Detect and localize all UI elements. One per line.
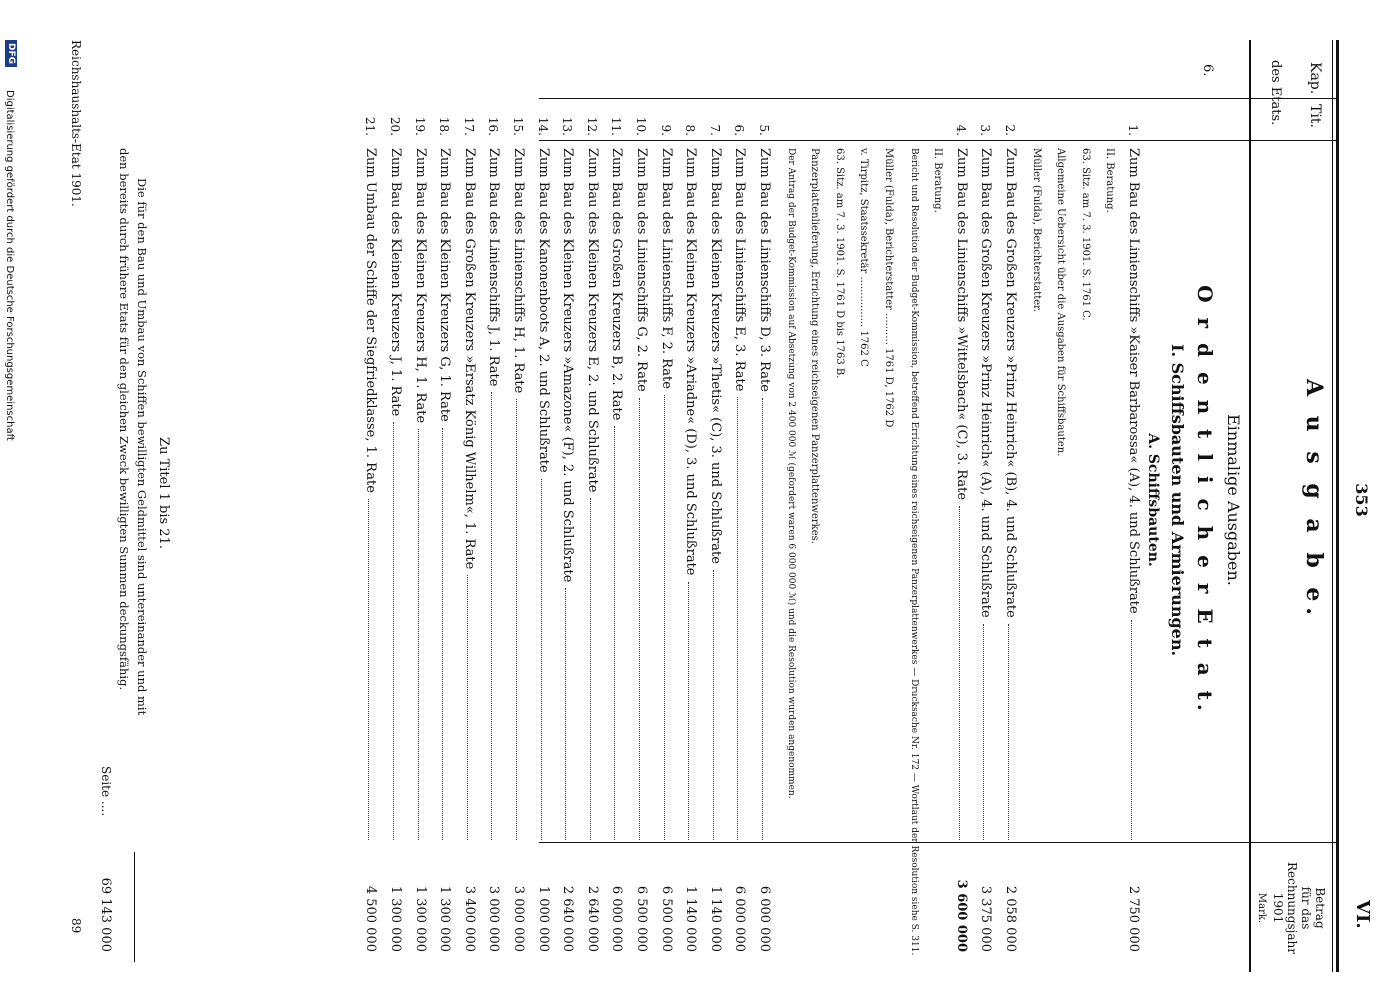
table-row	[973, 0, 997, 1000]
row-amount: 3 400 000	[461, 885, 477, 952]
dot-leader	[737, 397, 738, 840]
row-title-number: 5.	[757, 124, 771, 136]
row-description: Zum Umbau der Schiffe der Siegfriedklasse, 1. Rate	[363, 148, 379, 493]
dot-leader	[983, 624, 984, 840]
dot-leader	[590, 498, 591, 840]
row-note-text: Der Antrag der Budget-Kommission auf Absetzung von 2 400 000 ℳ (gefordert waren 6 000 000 ℳ) und die Resolution wurden angenommen.	[785, 148, 796, 799]
row-amount: 1 300 000	[437, 885, 453, 952]
betrag-line-1: Betrag	[1313, 887, 1327, 929]
col-header-unit: Mark.	[1256, 892, 1267, 924]
row-description: Zum Bau des Linienschiffs G, 2. Rate	[634, 148, 649, 392]
col-header-etats: des Etats.	[1268, 60, 1283, 126]
row-description: Zum Bau des Linienschiffs F, 2. Rate	[658, 148, 674, 389]
row-description: Zum Bau des Kleinen Kreuzers G, 1. Rate	[437, 148, 453, 422]
col-header-tit: Tit.	[1307, 104, 1323, 128]
table-row-note	[826, 0, 850, 1000]
row-description: Zum Bau des Linienschiffs »Kaiser Barbarossa« (A), 4. und Schlußrate	[1126, 148, 1141, 614]
row-title-number: 17.	[461, 116, 476, 136]
row-amount: 2 058 000	[1003, 885, 1018, 952]
table-row	[678, 0, 702, 1000]
table-row-note	[1072, 0, 1096, 1000]
row-description: Zum Bau des Kleinen Kreuzers »Thetis« (C), 3. und Schlußrate	[707, 148, 723, 564]
row-title-number: 11.	[609, 116, 624, 136]
heading-section-i: I. Schiffsbauten und Armierungen.	[1168, 343, 1187, 657]
note-line-1: Die für den Bau und Umbau von Schiffen bewilligten Geldmittel sind untereinander und mit	[135, 178, 149, 716]
row-amount: 4 500 000	[363, 885, 379, 952]
row-amount: 6 000 000	[757, 885, 772, 952]
row-title-number: 19.	[412, 116, 427, 136]
table-row-note	[875, 0, 899, 1000]
table-row-note	[1047, 0, 1071, 1000]
heading-ordentlicher: O r d e n t l i c h e r E t a t.	[1193, 285, 1217, 715]
table-row	[408, 0, 432, 1000]
note-line-2: den bereits durch frühere Etats für den gleichen Zweck bewilligten Summen deckungsfähig.	[117, 148, 131, 691]
table-row-note	[777, 0, 801, 1000]
dfg-logo: DFG	[5, 40, 17, 67]
row-description: Zum Bau des Kleinen Kreuzers E, 2. und Schlußrate	[584, 148, 600, 493]
dot-leader	[541, 479, 542, 840]
row-description: Zum Bau des Kleinen Kreuzers H, 1. Rate	[412, 148, 428, 424]
row-description: Zum Bau des Kanonenboots A, 2. und Schlußrate	[535, 148, 551, 473]
row-description: Zum Bau des Linienschiffs J, 1. Rate	[486, 148, 502, 387]
page-number: 353	[1352, 483, 1371, 517]
table-row-note	[1096, 0, 1120, 1000]
top-rule-thick	[1336, 40, 1339, 972]
row-amount: 1 140 000	[707, 885, 723, 952]
dot-leader	[393, 422, 394, 840]
header-rule	[1249, 40, 1251, 972]
row-amount: 3 600 000	[953, 879, 969, 952]
table-row	[506, 0, 530, 1000]
row-title-number: 8.	[683, 124, 698, 136]
row-title-number: 9.	[658, 124, 673, 136]
row-note-text: Allgemeine Uebersicht über die Ausgaben für Schiffsbauten.	[1055, 148, 1067, 457]
row-amount: 1 300 000	[412, 885, 428, 952]
dot-leader	[713, 570, 714, 840]
row-amount: 1 140 000	[683, 885, 699, 952]
row-title-number: 15.	[511, 116, 525, 136]
dot-leader	[565, 588, 566, 840]
dot-leader	[418, 429, 419, 840]
row-note-text: Müller (Fulda), Berichterstatter .......... 1761 D, 1762 D	[883, 148, 894, 428]
total-rule	[134, 852, 135, 962]
row-amount: 6 000 000	[609, 885, 625, 952]
row-description: Zum Bau des Linienschiffs D, 3. Rate	[757, 148, 772, 392]
dot-leader	[664, 395, 665, 840]
row-note-text: 63. Sitz. am 7. 3. 1901. S. 1761 C.	[1079, 148, 1091, 321]
table-row	[432, 0, 456, 1000]
row-amount: 3 000 000	[511, 885, 526, 952]
row-title-number: 10.	[634, 116, 648, 136]
row-amount: 2 750 000	[1126, 885, 1141, 952]
col-header-betrag	[1271, 848, 1327, 968]
table-row-note	[850, 0, 874, 1000]
row-title-number: 3.	[978, 124, 993, 136]
table-row	[654, 0, 678, 1000]
footer-left: Reichshaushalts-Etat 1901.	[69, 40, 83, 207]
row-description: Zum Bau des Kleinen Kreuzers »Amazone« (F), 2. und Schlußrate	[560, 148, 576, 583]
row-title-number: 21.	[363, 116, 378, 136]
row-amount: 3 375 000	[978, 885, 994, 952]
row-description: Zum Bau des Linienschiffs H, 1. Rate	[511, 148, 526, 394]
dot-leader	[516, 399, 517, 840]
dot-leader	[639, 398, 640, 840]
table-row	[1121, 0, 1145, 1000]
row-note-text: II. Beratung.	[1104, 148, 1116, 213]
row-amount: 1 300 000	[388, 885, 403, 952]
dot-leader	[442, 428, 443, 840]
table-row-note	[801, 0, 825, 1000]
row-description: Zum Bau des Großen Kreuzers »Prinz Heinrich« (A), 4. und Schlußrate	[978, 148, 994, 618]
seite-amount: 69 143 000	[98, 877, 113, 952]
dot-leader	[959, 506, 960, 840]
table-row	[580, 0, 604, 1000]
row-description: Zum Bau des Großen Kreuzers B, 2. Rate	[609, 148, 625, 421]
col-header-kap: Kap.	[1307, 62, 1323, 95]
table-row	[703, 0, 727, 1000]
kap-number: 6.	[1200, 64, 1215, 77]
dot-leader	[368, 499, 369, 840]
table-row	[555, 0, 579, 1000]
table-row	[727, 0, 751, 1000]
row-title-number: 13.	[560, 116, 575, 136]
table-row	[604, 0, 628, 1000]
row-description: Zum Bau des Linienschiffs »Wittelsbach« (C), 3. Rate	[953, 148, 969, 501]
betrag-line-2: für das	[1299, 886, 1313, 930]
heading-section-a: A. Schiffsbauten.	[1145, 433, 1161, 567]
dot-leader	[688, 582, 689, 840]
table-row	[629, 0, 653, 1000]
table-row	[949, 0, 973, 1000]
row-description: Zum Bau des Linienschiffs E, 3. Rate	[732, 148, 748, 392]
row-amount: 6 000 000	[732, 885, 748, 952]
footer-right: 89	[69, 918, 83, 934]
margin-note: Digitalisierung gefördert durch die Deutsche Forschungsgemeinschaft	[4, 90, 15, 441]
heading-ausgabe: A u s g a b e.	[1301, 378, 1327, 622]
row-amount: 2 640 000	[584, 885, 600, 952]
row-note-text: II. Beratung.	[932, 148, 944, 213]
dot-leader	[1131, 620, 1132, 840]
row-note-text: Bericht und Resolution der Budget-Kommission, betreffend Errichtung eines reichseigenen Panzerplattenwerkes — Drucksache Nr. 172 — Wortlaut der Resolution siehe S. 311.	[908, 148, 919, 956]
row-title-number: 16.	[486, 116, 501, 136]
dot-leader	[762, 398, 763, 840]
row-description: Zum Bau des Kleinen Kreuzers J, 1. Rate	[388, 148, 403, 417]
row-title-number: 6.	[732, 124, 747, 136]
row-amount: 6 500 000	[658, 885, 674, 952]
table-row-note	[924, 0, 948, 1000]
seite-label: Seite ....	[99, 766, 113, 817]
row-description: Zum Bau des Großen Kreuzers »Prinz Heinrich« (B), 4. und Schlußrate	[1003, 148, 1018, 618]
table-row	[358, 0, 382, 1000]
dot-leader	[491, 392, 492, 840]
section-mark: VI.	[1352, 900, 1373, 929]
row-title-number: 2.	[1003, 124, 1017, 136]
row-note-text: Panzerplattenlieferung, Errichtung eines reichseigenen Panzerplattenwerkes.	[809, 148, 821, 544]
row-amount: 6 500 000	[634, 885, 649, 952]
row-note-text: v. Tirpitz, Staatssekretär ................ 1762 C	[858, 148, 870, 367]
row-title-number: 1.	[1126, 124, 1140, 136]
table-row	[531, 0, 555, 1000]
dot-leader	[1008, 624, 1009, 840]
note-title: Zu Titel 1 bis 21.	[156, 437, 171, 549]
table-row-note	[1023, 0, 1047, 1000]
top-rule-thin	[1332, 40, 1333, 972]
table-row-note	[900, 0, 924, 1000]
row-title-number: 4.	[953, 124, 968, 136]
table-row	[481, 0, 505, 1000]
dot-leader	[614, 426, 615, 840]
row-note-text: 63. Sitz. am 7. 3. 1901. S. 1761 D bis 1763 B.	[833, 148, 845, 379]
row-amount: 1 000 000	[535, 885, 551, 952]
row-description: Zum Bau des Kleinen Kreuzers »Ariadne« (D), 3. und Schlußrate	[683, 148, 699, 576]
table-row	[752, 0, 776, 1000]
row-title-number: 7.	[707, 124, 722, 136]
heading-einmalige: Einmalige Ausgaben.	[1224, 414, 1243, 586]
row-title-number: 12.	[584, 116, 599, 136]
table-row	[998, 0, 1022, 1000]
row-note-text: Müller (Fulda), Berichterstatter.	[1030, 148, 1042, 312]
row-amount: 2 640 000	[560, 885, 576, 952]
row-title-number: 18.	[437, 116, 452, 136]
table-row	[383, 0, 407, 1000]
betrag-line-3: Rechnungsjahr	[1285, 862, 1299, 954]
row-title-number: 14.	[535, 116, 550, 136]
betrag-line-4: 1901	[1271, 892, 1285, 924]
dot-leader	[467, 575, 468, 840]
row-title-number: 20.	[388, 116, 402, 136]
table-row	[457, 0, 481, 1000]
row-amount: 3 000 000	[486, 885, 502, 952]
row-description: Zum Bau des Großen Kreuzers »Ersatz König Wilhelm«, 1. Rate	[461, 148, 477, 570]
